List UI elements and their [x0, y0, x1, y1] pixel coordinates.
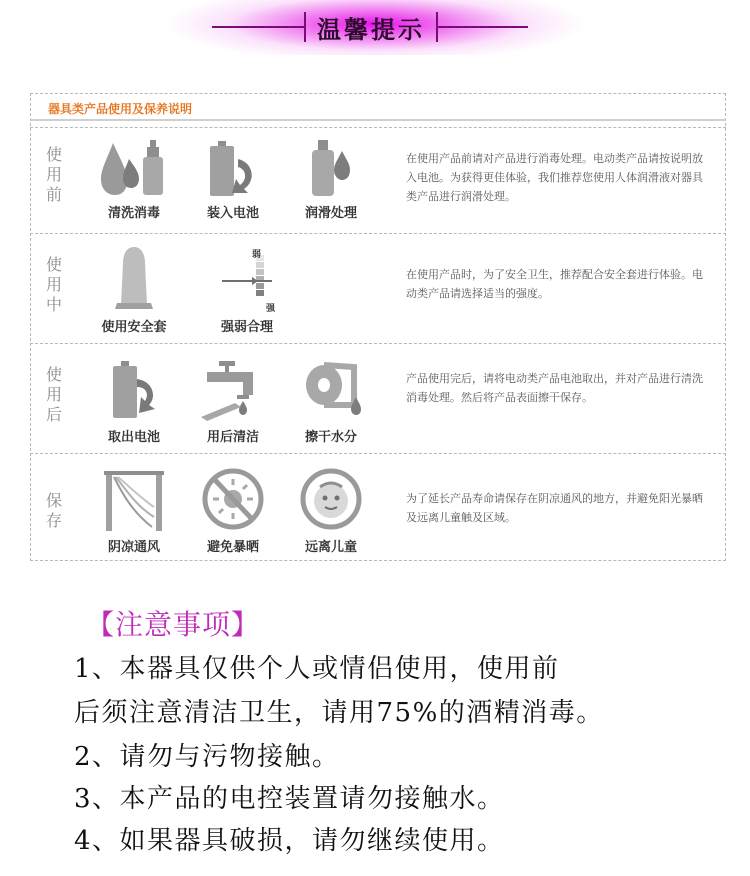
shade-window-icon	[94, 467, 174, 533]
section-label: 使 用 前	[45, 145, 62, 204]
item-intensity	[202, 243, 292, 335]
divider	[30, 560, 726, 561]
panel-header: 器具类产品使用及保养说明	[48, 102, 193, 116]
item-label: 擦干水分	[304, 430, 357, 445]
section-storage	[30, 453, 726, 560]
item-avoid-sun	[188, 467, 278, 555]
item-label: 装入电池	[206, 206, 259, 221]
item-label: 清洗消毒	[107, 206, 160, 221]
item-label: 用后清洁	[206, 430, 259, 445]
child-face-icon	[296, 467, 366, 533]
section-description: 在使用产品前请对产品进行消毒处理。电动类产品请按说明放入电池。为获得更佳体验，我们推荐您使用人体润滑液对器具类产品进行润滑处理。	[406, 152, 703, 203]
item-dry	[286, 357, 376, 445]
battery-insert-icon	[198, 137, 268, 199]
section-after-use	[30, 343, 726, 453]
battery-remove-icon	[99, 357, 169, 423]
section-label: 使 用 中	[45, 255, 62, 314]
note-line: 3、本产品的电控装置请勿接触水。	[74, 784, 505, 814]
item-remove-battery	[89, 357, 179, 445]
item-shade-ventilate	[89, 467, 179, 555]
section-description: 为了延长产品寿命请保存在阴凉通风的地方，并避免阳光暴晒及远离儿童触及区域。	[406, 492, 703, 524]
faucet-icon	[193, 357, 273, 423]
banner-title: 温馨提示	[317, 15, 425, 44]
item-clean-disinfect	[89, 137, 179, 221]
usage-guide-panel	[30, 93, 726, 561]
section-during-use	[30, 233, 726, 343]
item-label: 远离儿童	[304, 540, 357, 555]
item-use-condom	[89, 243, 179, 335]
top-banner	[0, 0, 750, 55]
note-line: 1、本器具仅供个人或情侣使用，使用前	[74, 654, 560, 684]
item-clean-after	[188, 357, 278, 445]
item-label: 避免暴晒	[206, 540, 259, 555]
scale-label-weak: 弱	[252, 250, 262, 260]
item-label: 取出电池	[107, 430, 160, 445]
item-away-children	[286, 467, 376, 555]
header-divider	[30, 119, 726, 121]
lubricant-bottle-icon	[296, 137, 366, 199]
section-label: 使 用 后	[45, 365, 62, 424]
notes-title: 【注意事项】	[86, 608, 261, 641]
note-line: 2、请勿与污物接触。	[74, 742, 340, 772]
item-label: 阴凉通风	[107, 540, 160, 555]
banner-rule-right	[438, 26, 528, 28]
section-description: 产品使用完后，请将电动类产品电池取出，并对产品进行清洗消毒处理。然后将产品表面擦干保存。	[406, 372, 703, 404]
section-description: 在使用产品时，为了安全卫生，推荐配合安全套进行体验。电动类产品请选择适当的强度。	[406, 268, 703, 300]
divider	[30, 93, 726, 94]
condom-icon	[99, 243, 169, 313]
spray-drops-icon	[99, 137, 169, 199]
scale-label-strong: 强	[266, 304, 276, 314]
banner-rule-left	[212, 26, 304, 28]
item-label: 使用安全套	[101, 320, 167, 335]
section-before-use	[30, 127, 726, 233]
item-lubricate	[286, 137, 376, 221]
item-insert-battery	[188, 137, 278, 221]
item-label: 润滑处理	[304, 206, 357, 221]
note-line: 4、如果器具破损，请勿继续使用。	[74, 826, 505, 856]
item-label: 强弱合理	[220, 320, 273, 335]
section-label: 保 存	[45, 491, 62, 530]
note-line: 后须注意清洁卫生，请用75%的酒精消毒。	[74, 698, 604, 728]
no-sun-icon	[198, 467, 268, 533]
tissue-roll-icon	[296, 357, 366, 423]
